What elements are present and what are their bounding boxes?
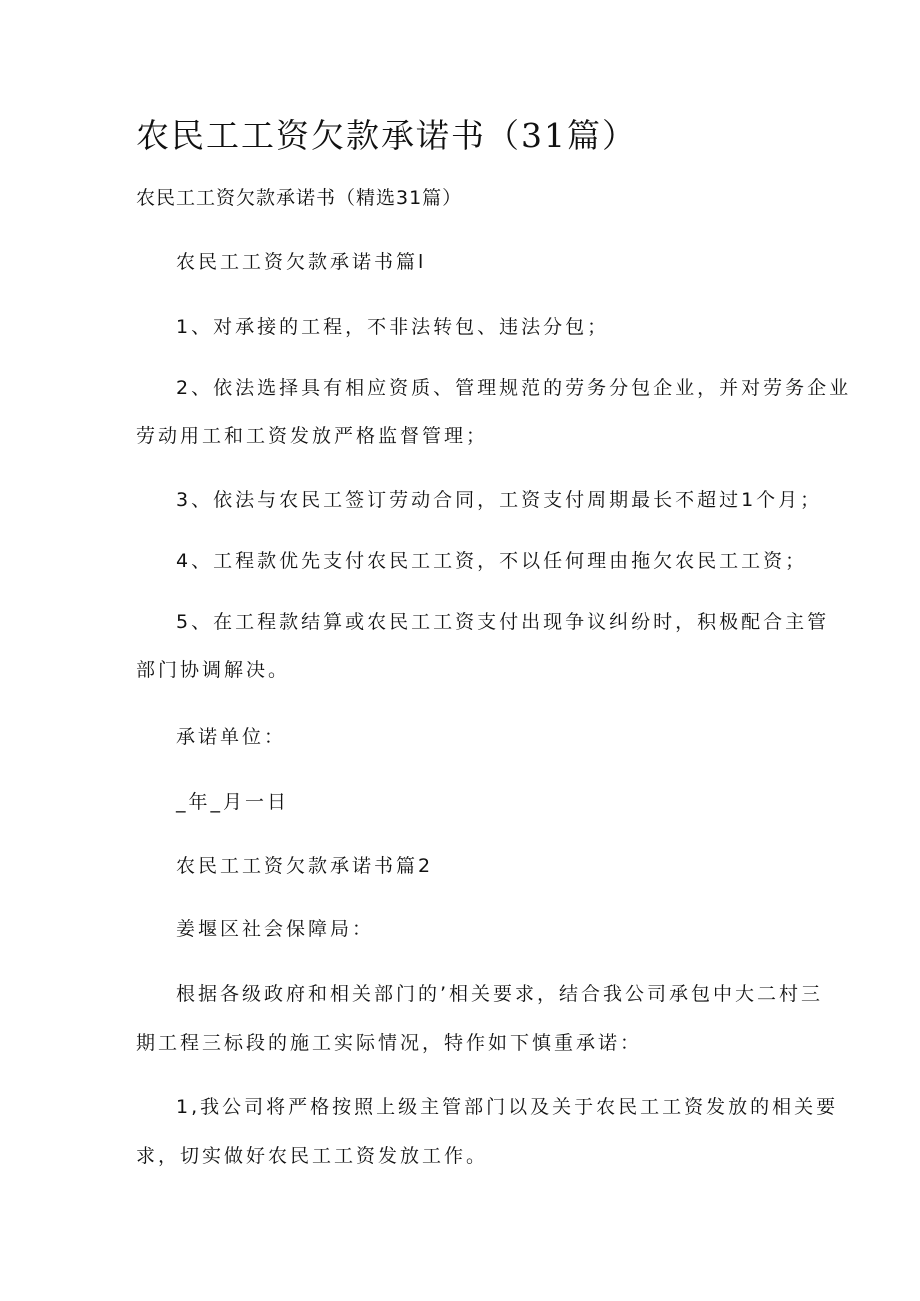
section1-item-2-line2: 劳动用工和工资发放严格监督管理；	[136, 425, 489, 447]
signature-label: 承诺单位：	[176, 726, 287, 748]
section1-heading: 农民工工资欠款承诺书篇l	[176, 251, 427, 273]
date-line: _年_月一日	[176, 791, 290, 813]
section2-intro-line1: 根据各级政府和相关部门的’相关要求，结合我公司承包中大二村三	[176, 983, 824, 1005]
section1-item-4: 4、工程款优先支付农民工工资，不以任何理由拖欠农民工工资；	[176, 550, 808, 572]
section1-item-5-line2: 部门协调解决。	[136, 659, 291, 681]
section2-item-1-line2: 求，切实做好农民工工资发放工作。	[136, 1145, 489, 1167]
section1-item-2-line1: 2、依法选择具有相应资质、管理规范的劳务分包企业，并对劳务企业	[176, 377, 852, 399]
section2-heading: 农民工工资欠款承诺书篇2	[176, 855, 434, 877]
section2-item-1-line1: 1,我公司将严格按照上级主管部门以及关于农民工工资发放的相关要	[176, 1096, 839, 1118]
addressee: 姜堰区社会保障局：	[176, 918, 375, 940]
document-title: 农民工工资欠款承诺书（31篇）	[136, 116, 637, 155]
section2-intro-line2: 期工程三标段的施工实际情况，特作如下慎重承诺：	[136, 1032, 643, 1054]
section1-item-3: 3、依法与农民工签订劳动合同，工资支付周期最长不超过1个月；	[176, 489, 823, 511]
section1-item-5-line1: 5、在工程款结算或农民工工资支付出现争议纠纷时，积极配合主管	[176, 611, 830, 633]
section1-item-1: 1、对承接的工程，不非法转包、违法分包；	[176, 316, 610, 338]
document-subtitle: 农民工工资欠款承诺书（精选31篇）	[136, 187, 463, 209]
